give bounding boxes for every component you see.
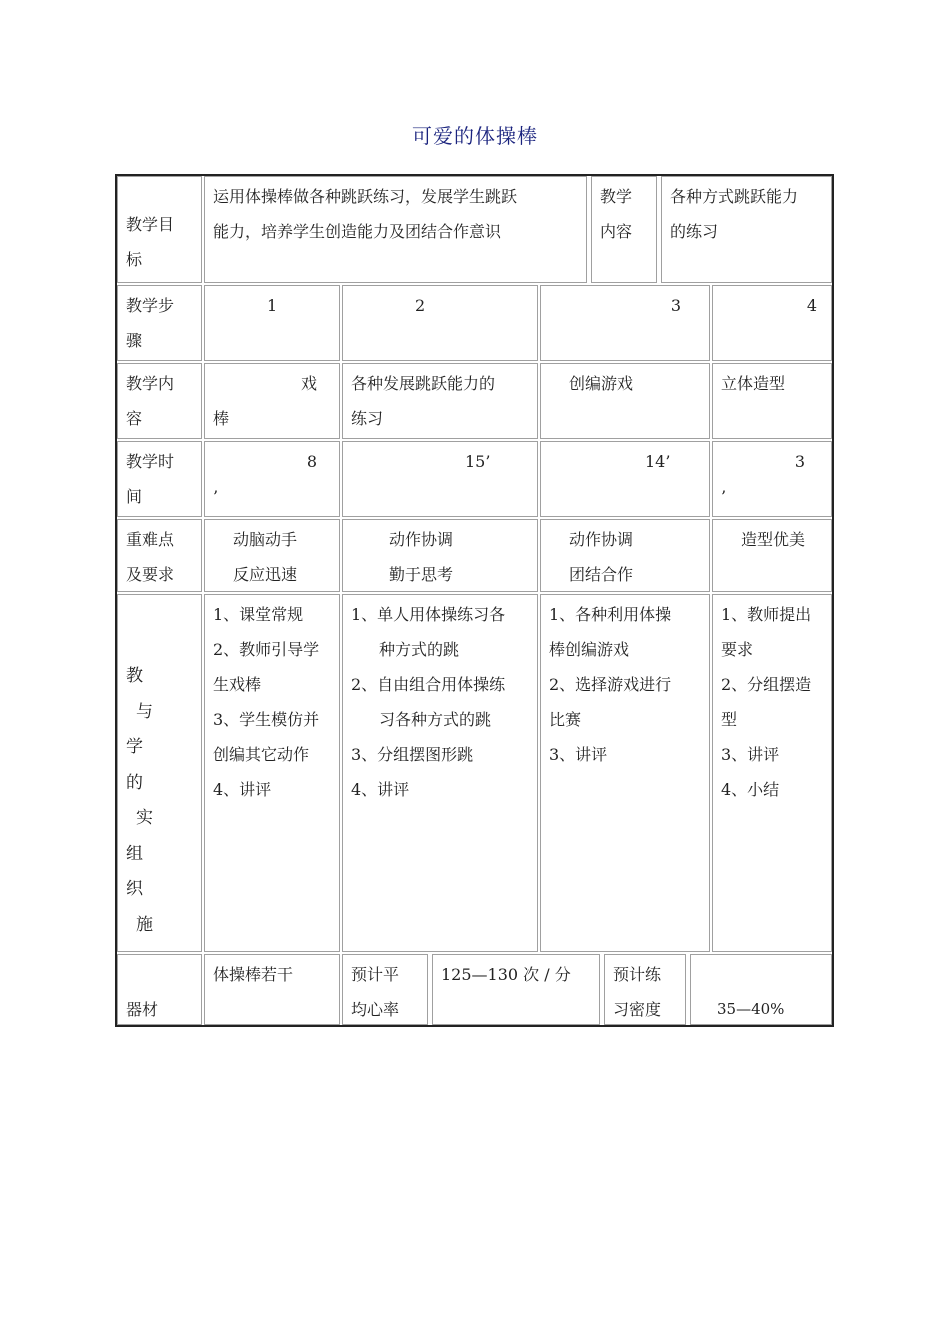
focus-step-4: 造型优美: [712, 519, 832, 592]
org-step-1: 1、课堂常规 2、教师引导学 生戏棒 3、学生模仿并 创编其它动作 4、讲评: [204, 594, 340, 952]
content-step-3: 创编游戏: [540, 363, 710, 439]
step-2: 2: [342, 285, 538, 361]
content-step-2: 各种发展跳跃能力的 练习: [342, 363, 538, 439]
step-4: 4: [712, 285, 832, 361]
org-step-4: 1、教师提出 要求 2、分组摆造 型 3、讲评 4、小结: [712, 594, 832, 952]
time-label: 教学时 间: [117, 441, 202, 517]
equip-value: 体操棒若干: [204, 954, 340, 1025]
density-value: 35—40%: [690, 954, 832, 1025]
focus-step-1: 动脑动手 反应迅速: [204, 519, 340, 592]
heart-rate-value: 125—130 次 / 分: [432, 954, 600, 1025]
org-label: 教 与 学 的 实 组 织 施: [117, 594, 202, 952]
content-step-1: 戏 棒: [204, 363, 340, 439]
org-step-2: 1、单人用体操练习各 种方式的跳 2、自由组合用体操练 习各种方式的跳 3、分组摆图形跳 4、讲评: [342, 594, 538, 952]
time-step-1: 8 ’: [204, 441, 340, 517]
goal-text: 运用体操棒做各种跳跃练习，发展学生跳跃 能力，培养学生创造能力及团结合作意识: [204, 176, 587, 283]
step-1: 1: [204, 285, 340, 361]
focus-step-2: 动作协调 勤于思考: [342, 519, 538, 592]
page-title: 可爱的体操棒: [412, 124, 538, 148]
steps-label: 教学步 骤: [117, 285, 202, 361]
time-step-2: 15’: [342, 441, 538, 517]
goal-content-text: 各种方式跳跃能力 的练习: [661, 176, 832, 283]
density-label: 预计练 习密度: [604, 954, 686, 1025]
time-step-3: 14’: [540, 441, 710, 517]
step-3: 3: [540, 285, 710, 361]
focus-step-3: 动作协调 团结合作: [540, 519, 710, 592]
goal-content-label: 教学 内容: [591, 176, 657, 283]
heart-rate-label: 预计平 均心率: [342, 954, 428, 1025]
content-label: 教学内 容: [117, 363, 202, 439]
goal-label: 教学目 标: [117, 176, 202, 283]
focus-label: 重难点 及要求: [117, 519, 202, 592]
content-step-4: 立体造型: [712, 363, 832, 439]
equip-label: 器材: [117, 954, 202, 1025]
org-step-3: 1、各种利用体操 棒创编游戏 2、选择游戏进行 比赛 3、讲评: [540, 594, 710, 952]
time-step-4: 3 ’: [712, 441, 832, 517]
